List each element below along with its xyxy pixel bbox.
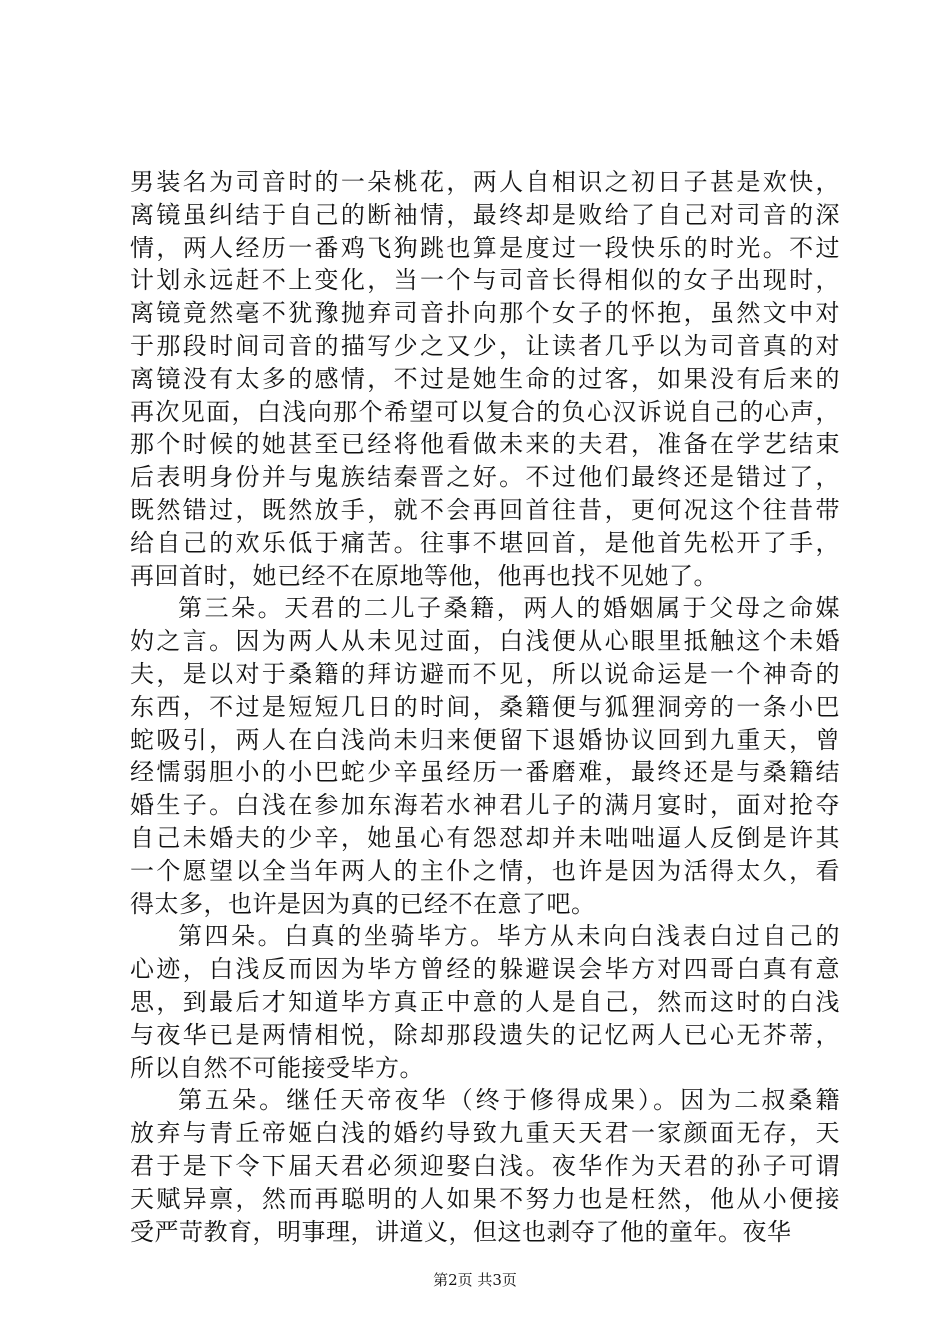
text-line: 后表明身份并与鬼族结秦晋之好。不过他们最终还是错过了， xyxy=(130,463,840,492)
paragraph xyxy=(130,1084,840,1248)
text-line: 既然错过，既然放手，就不会再回首往昔，更何况这个往昔带 xyxy=(130,495,840,524)
text-line: 再回首时，她已经不在原地等他，他再也找不见她了。 xyxy=(130,561,718,590)
text-line: 君于是下令下届天君必须迎娶白浅。夜华作为天君的孙子可谓 xyxy=(130,1151,840,1180)
text-line: 离镜虽纠结于自己的断袖情，最终却是败给了自己对司音的深 xyxy=(130,200,840,229)
paragraph xyxy=(130,920,840,1084)
text-line: 男装名为司音时的一朵桃花，两人自相识之初日子甚是欢快， xyxy=(130,168,840,196)
text-line: 思，到最后才知道毕方真正中意的人是自己，然而这时的白浅 xyxy=(130,987,840,1016)
text-line: 与夜华已是两情相悦，除却那段遗失的记忆两人已心无芥蒂， xyxy=(130,1020,840,1049)
text-line: 蛇吸引，两人在白浅尚未归来便留下退婚协议回到九重天，曾 xyxy=(130,725,840,754)
text-line: 再次见面，白浅向那个希望可以复合的负心汉诉说自己的心声， xyxy=(130,397,840,426)
paragraph xyxy=(130,166,840,592)
paragraph xyxy=(130,592,840,920)
text-line: 情，两人经历一番鸡飞狗跳也算是度过一段快乐的时光。不过 xyxy=(130,233,840,262)
text-line: 于那段时间司音的描写少之又少，让读者几乎以为司音真的对 xyxy=(130,331,840,360)
text-line: 天赋异禀，然而再聪明的人如果不努力也是枉然，他从小便接 xyxy=(130,1184,840,1213)
text-line: 夫，是以对于桑籍的拜访避而不见，所以说命运是一个神奇的 xyxy=(130,659,840,688)
text-line: 离镜没有太多的感情，不过是她生命的过客，如果没有后来的 xyxy=(130,364,840,393)
text-line: 第三朵。天君的二儿子桑籍，两人的婚姻属于父母之命媒 xyxy=(178,594,840,623)
text-line: 妁之言。因为两人从未见过面，白浅便从心眼里抵触这个未婚 xyxy=(130,627,840,656)
text-line: 得太多，也许是因为真的已经不在意了吧。 xyxy=(130,889,596,918)
text-line: 一个愿望以全当年两人的主仆之情，也许是因为活得太久，看 xyxy=(130,856,840,885)
text-line: 受严苛教育，明事理，讲道义，但这也剥夺了他的童年。夜华 xyxy=(130,1217,792,1246)
text-line: 离镜竟然毫不犹豫抛弃司音扑向那个女子的怀抱，虽然文中对 xyxy=(130,299,840,328)
text-line: 所以自然不可能接受毕方。 xyxy=(130,1053,424,1082)
text-line: 东西，不过是短短几日的时间，桑籍便与狐狸洞旁的一条小巴 xyxy=(130,692,840,721)
text-line: 自己未婚夫的少辛，她虽心有怨怼却并未咄咄逼人反倒是许其 xyxy=(130,823,840,852)
page-footer: 第2页 共3页 xyxy=(433,1271,517,1289)
text-line: 放弃与青丘帝姬白浅的婚约导致九重天天君一家颜面无存，天 xyxy=(130,1119,840,1148)
document-body xyxy=(130,166,840,1248)
text-line: 那个时候的她甚至已经将他看做未来的夫君，准备在学艺结束 xyxy=(130,430,840,459)
text-line: 给自己的欢乐低于痛苦。往事不堪回首，是他首先松开了手， xyxy=(130,528,840,557)
text-line: 第四朵。白真的坐骑毕方。毕方从未向白浅表白过自己的 xyxy=(178,922,840,951)
text-line: 经懦弱胆小的小巴蛇少辛虽经历一番磨难，最终还是与桑籍结 xyxy=(130,758,840,787)
text-line: 第五朵。继任天帝夜华（终于修得成果）。因为二叔桑籍 xyxy=(178,1086,840,1115)
text-line: 计划永远赶不上变化，当一个与司音长得相似的女子出现时， xyxy=(130,266,840,295)
text-line: 婚生子。白浅在参加东海若水神君儿子的满月宴时，面对抢夺 xyxy=(130,791,840,820)
text-line: 心迹，白浅反而因为毕方曾经的躲避误会毕方对四哥白真有意 xyxy=(130,955,840,984)
